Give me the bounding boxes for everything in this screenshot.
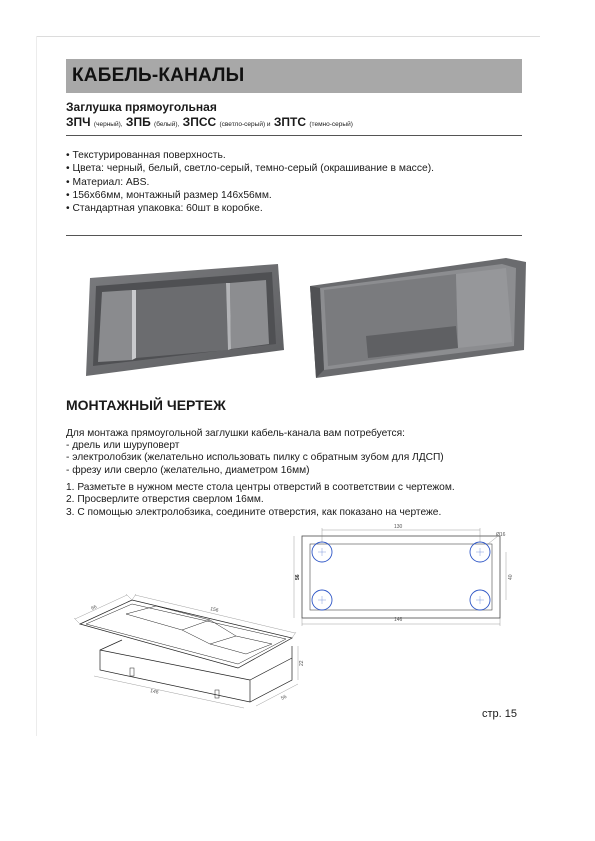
tool-list	[66, 440, 444, 477]
model-code: ЗПБ	[125, 115, 151, 129]
product-models	[66, 115, 353, 129]
isometric-drawing	[60, 584, 310, 710]
step-item: 2. Просверлите отверстия сверлом 16мм.	[66, 494, 264, 506]
page-edge-left	[36, 36, 37, 736]
cutout-plan-drawing	[290, 520, 522, 628]
product-subtitle: Заглушка прямоугольная	[66, 100, 217, 114]
divider	[66, 235, 522, 236]
dim-height-inner: 40	[508, 574, 514, 580]
dim-height: 22	[299, 660, 305, 666]
dim-length: 146	[149, 688, 159, 696]
model-note: (светло-серый) и	[219, 121, 271, 128]
title-bar	[66, 59, 522, 93]
product-photo-front	[76, 262, 286, 378]
divider	[66, 135, 522, 136]
dim-height-outer: 56	[295, 574, 301, 580]
step-list	[66, 482, 455, 519]
tool-item: - электролобзик (желательно использовать пилку с обратным зубом для ЛДСП)	[66, 452, 444, 464]
mounting-intro: Для монтажа прямоугольной заглушки кабель-канала вам потребуется:	[66, 428, 405, 439]
dim-depth-bottom: 56	[280, 693, 288, 702]
page-edge	[36, 36, 540, 37]
dim-width: 156	[209, 606, 220, 614]
feature-item: • Стандартная упаковка: 60шт в коробке.	[66, 202, 434, 215]
dim-depth-top: 66	[90, 604, 98, 612]
dim-bottom: 146	[394, 617, 403, 623]
tool-item: - фрезу или сверло (желательно, диаметром 16мм)	[66, 465, 444, 477]
feature-item: • Цвета: черный, белый, светло-серый, темно-серый (окрашивание в массе).	[66, 162, 434, 175]
dim-hole: Ø16	[496, 532, 506, 538]
feature-item: • Текстурированная поверхность.	[66, 149, 434, 162]
page-number: стр. 15	[482, 708, 518, 720]
model-code: ЗПТС	[273, 115, 307, 129]
tool-item: - дрель или шуруповерт	[66, 440, 444, 452]
step-item: 3. С помощью электролобзика, соедините отверстия, как показано на чертеже.	[66, 506, 442, 518]
feature-list	[66, 149, 434, 215]
model-note: (темно-серый)	[309, 121, 353, 128]
feature-item: • 156х66мм, монтажный размер 146х56мм.	[66, 189, 434, 202]
page-title: КАБЕЛЬ-КАНАЛЫ	[72, 65, 245, 86]
model-note: (черный),	[93, 121, 123, 128]
section-title: МОНТАЖНЫЙ ЧЕРТЕЖ	[66, 397, 226, 413]
model-code: ЗПСС	[182, 115, 217, 129]
dim-top: 130	[394, 524, 403, 530]
step-item: 1. Разметьте в нужном месте стола центры отверстий в соответствии с чертежом.	[66, 482, 455, 493]
model-note: (белый),	[154, 121, 180, 128]
product-photo-back	[306, 256, 528, 380]
model-code: ЗПЧ	[66, 115, 91, 129]
feature-item: • Материал: ABS.	[66, 176, 434, 189]
